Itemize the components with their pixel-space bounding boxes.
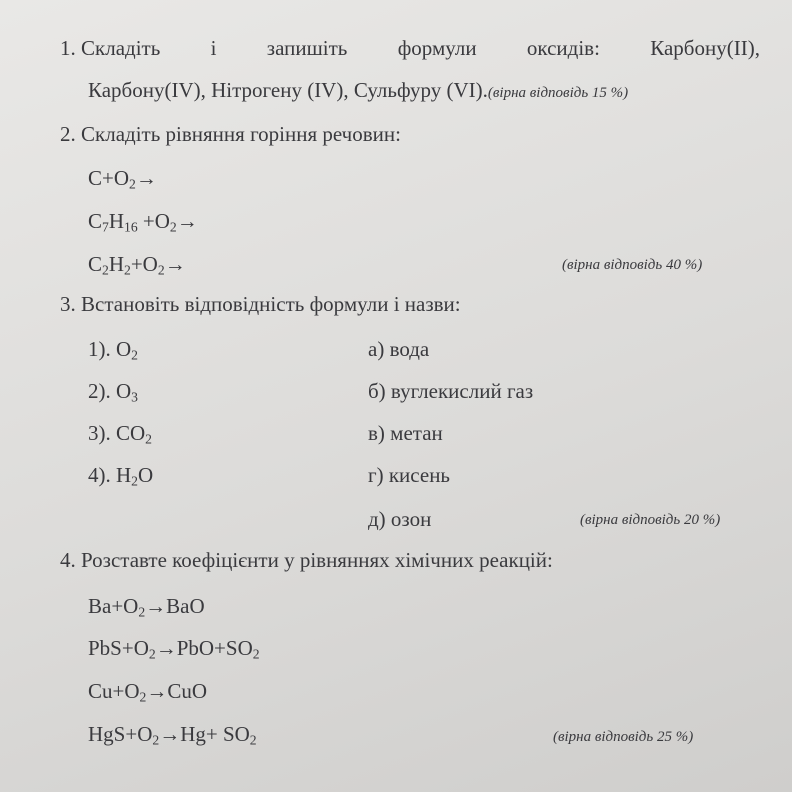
q4-equation-1: $Ba+O_2\to BaO$ (88, 594, 205, 620)
q2-answer-note: (вірна відповідь 40 %) (562, 257, 703, 273)
q1-word: запишіть (266, 36, 348, 60)
q2-title: 2. Складіть рівняння горіння речовин: (60, 122, 401, 146)
q3-name-5: д) озон (368, 507, 432, 531)
q3-formula-4: 4). $H_2O$ (88, 463, 154, 489)
q3-formula-2: 2). $O_3$ (88, 379, 138, 405)
q1-line-2 (88, 80, 628, 101)
q2-equation-1: $C+O_2\to$ (88, 166, 157, 192)
q4-answer-note: (вірна відповідь 25 %) (553, 729, 694, 745)
q1-line-2-text: Карбону(IV), Нітрогену (IV), Сульфуру (VI). (88, 78, 488, 102)
q1-word: формули (397, 36, 477, 60)
q1-word: Карбону(ІІ), (650, 36, 760, 60)
q3-name-4: г) кисень (368, 463, 451, 487)
q1-number-word (60, 38, 160, 59)
q3-answer-note: (вірна відповідь 20 %) (580, 512, 721, 528)
q3-name-3: в) метан (368, 421, 443, 445)
q3-name-1: а) вода (368, 337, 430, 361)
q1-line-1 (60, 38, 760, 59)
q1-word: і (210, 36, 217, 60)
q1-word: оксидів: (526, 36, 600, 60)
q3-name-2: б) вуглекислий газ (368, 379, 534, 403)
q3-title: 3. Встановіть відповідність формули і назви: (60, 292, 461, 316)
q1-word: Складіть (81, 36, 161, 60)
q3-formula-1: 1). $O_2$ (88, 337, 138, 363)
q4-title: 4. Розставте коефіцієнти у рівняннях хімічних реакцій: (60, 548, 553, 572)
q4-equation-2: $PbS+O_2\to PbO+SO_2$ (88, 636, 260, 662)
q4-equation-4: $HgS+O_2\to Hg+ SO_2$ (88, 722, 257, 748)
q1-answer-note: (вірна відповідь 15 %) (487, 85, 629, 101)
q2-equation-3: $C_2H_2+O_2\to$ (88, 252, 186, 278)
q2-equation-2: $C_7H_{16} +O_2\to$ (88, 209, 198, 235)
q4-equation-3: $Cu+O_2\to CuO$ (88, 679, 208, 705)
q1-number: 1. (60, 36, 76, 60)
q3-formula-3: 3). $CO_2$ (88, 421, 152, 447)
